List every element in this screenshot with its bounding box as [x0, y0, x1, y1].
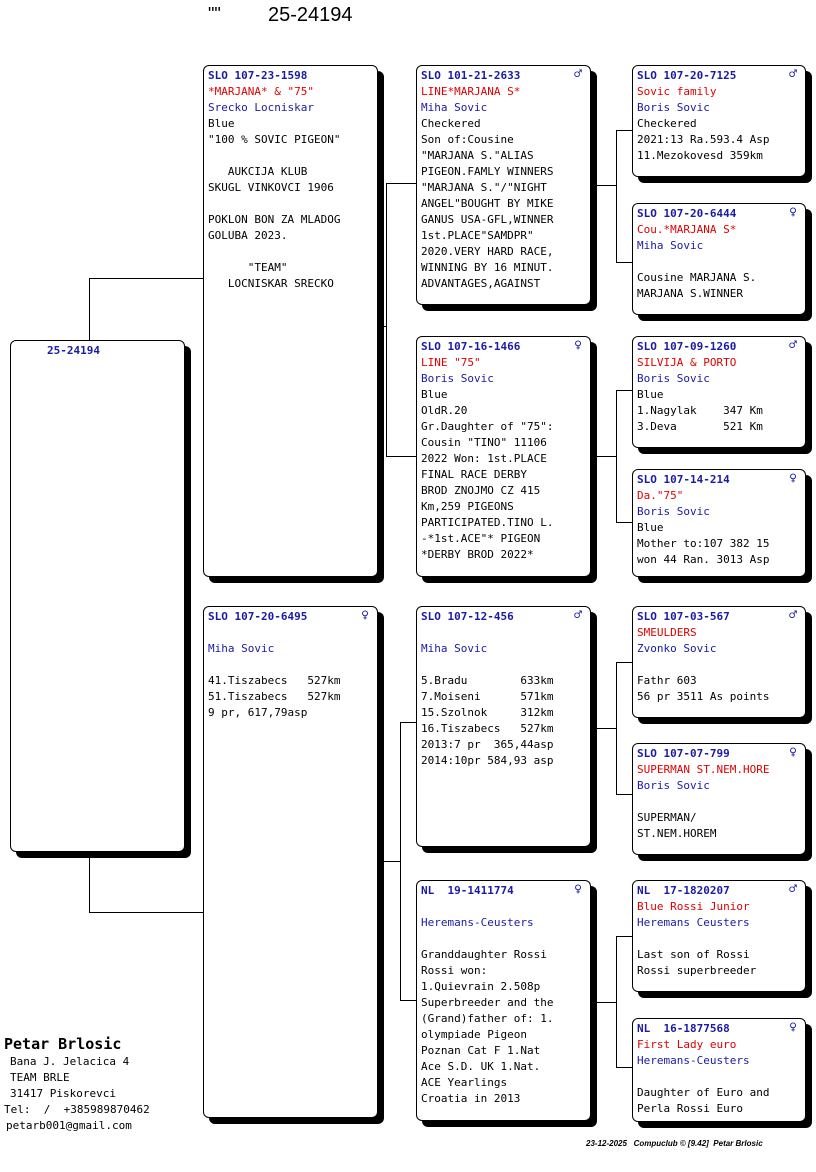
female-symbol-icon: ♀: [789, 1020, 797, 1035]
card-text-line: SILVIJA & PORTO: [637, 356, 737, 369]
card-text-line: 2013:7 pr 365,44asp: [421, 738, 554, 751]
card-text-line: [637, 1069, 802, 1085]
sire-dam-card: [416, 336, 591, 577]
card-text-line: Blue: [421, 388, 448, 401]
dam-sire-sire-card: [632, 606, 806, 718]
card-text-line: Rossi superbreeder: [637, 964, 757, 977]
connector: [590, 185, 616, 186]
male-symbol-icon: ♂: [574, 608, 582, 623]
connector: [616, 390, 617, 523]
ring-number: SLO 107-20-7125: [637, 69, 737, 82]
connector: [386, 456, 417, 457]
dam-dam-sire-card: [632, 880, 806, 992]
connector: [616, 662, 617, 795]
card-text-line: Srecko Locniskar: [208, 101, 314, 114]
card-text-line: SUPERMAN/: [637, 811, 697, 824]
owner-info: [4, 1034, 150, 1134]
connector: [89, 851, 90, 913]
header-ring-number: 25-24194: [268, 4, 353, 26]
card-text-line: ADVANTAGES,AGAINST: [421, 277, 541, 290]
owner-name: Petar Brlosic: [4, 1035, 122, 1053]
card-text-line: Km,259 PIGEONS: [421, 500, 514, 513]
ring-number: NL 16-1877568: [637, 1022, 730, 1035]
dam-dam-card: [416, 880, 591, 1121]
male-symbol-icon: ♂: [574, 67, 582, 82]
card-text-line: LOCNISKAR SRECKO: [208, 277, 334, 290]
connector: [89, 278, 90, 340]
owner-city: 31417 Piskorevci: [10, 1087, 116, 1100]
female-symbol-icon: ♀: [574, 338, 582, 353]
dam-dam-dam-card: [632, 1018, 806, 1122]
female-symbol-icon: ♀: [574, 882, 582, 897]
card-text-line: First Lady euro: [637, 1038, 737, 1051]
connector: [616, 130, 633, 131]
card-text-line: -*1st.ACE"* PIGEON: [421, 532, 541, 545]
card-text-line: [208, 244, 374, 260]
card-text-line: Blue: [637, 521, 664, 534]
card-text-line: Poznan Cat F 1.Nat: [421, 1044, 541, 1057]
card-text-line: OldR.20: [421, 404, 468, 417]
card-text-line: 9 pr, 617,79asp: [208, 706, 308, 719]
card-text-line: SUPERMAN ST.NEM.HORE: [637, 763, 770, 776]
footer-date: 23-12-2025: [586, 1139, 627, 1148]
card-text-line: [637, 254, 802, 270]
connector: [616, 662, 633, 663]
female-symbol-icon: ♀: [789, 205, 797, 220]
connector: [616, 1067, 633, 1068]
card-text-line: WINNING BY 16 MINUT.: [421, 261, 554, 274]
card-text-line: "TEAM": [208, 261, 288, 274]
card-text-line: POKLON BON ZA MLADOG: [208, 213, 341, 226]
card-text-line: Blue: [637, 388, 664, 401]
ring-number: SLO 107-03-567: [637, 610, 730, 623]
connector: [89, 278, 204, 279]
card-text-line: Boris Sovic: [637, 372, 710, 385]
card-text-line: Blue: [208, 117, 235, 130]
connector: [616, 130, 617, 263]
card-text-line: Heremans-Ceusters: [637, 1054, 750, 1067]
card-text-line: 3.Deva 521 Km: [637, 420, 763, 433]
card-text-line: 1st.PLACE"SAMDPR": [421, 229, 534, 242]
card-text-line: 16.Tiszabecs 527km: [421, 722, 554, 735]
male-symbol-icon: ♂: [789, 67, 797, 82]
card-text-line: 5.Bradu 633km: [421, 674, 554, 687]
ring-number: SLO 107-07-799: [637, 747, 730, 760]
ring-number: NL 19-1411774: [421, 884, 514, 897]
card-text-line: Mother to:107 382 15: [637, 537, 770, 550]
card-text-line: 1.Nagylak 347 Km: [637, 404, 763, 417]
connector: [400, 722, 401, 1000]
card-text-line: PIGEON.FAMLY WINNERS: [421, 165, 554, 178]
card-text-line: Superbreeder and the: [421, 996, 554, 1009]
card-text-line: AUKCIJA KLUB: [208, 165, 308, 178]
card-text-line: LINE "75": [421, 356, 481, 369]
connector: [616, 936, 633, 937]
sire-dam-sire-card: [632, 336, 806, 448]
female-symbol-icon: ♀: [789, 745, 797, 760]
card-text-line: "100 % SOVIC PIGEON": [208, 133, 341, 146]
ring-number: SLO 107-09-1260: [637, 340, 737, 353]
card-text-line: LINE*MARJANA S*: [421, 85, 521, 98]
card-text-line: Croatia in 2013: [421, 1092, 521, 1105]
card-text-line: [421, 931, 587, 947]
card-text-line: ANGEL"BOUGHT BY MIKE: [421, 197, 554, 210]
card-text-line: PARTICIPATED.TINO L.: [421, 516, 554, 529]
connector: [400, 722, 417, 723]
owner-phone: Tel: / +385989870462: [4, 1103, 150, 1116]
card-text-line: [208, 196, 374, 212]
card-text-line: SKUGL VINKOVCI 1906: [208, 181, 334, 194]
card-text-line: Granddaughter Rossi: [421, 948, 547, 961]
connector: [377, 861, 400, 862]
card-text-line: 2021:13 Ra.593.4 Asp: [637, 133, 770, 146]
connector: [616, 936, 617, 1068]
card-text-line: 2020.VERY HARD RACE,: [421, 245, 554, 258]
card-text-line: 2014:10pr 584,93 asp: [421, 754, 554, 767]
card-text-line: [637, 931, 802, 947]
card-text-line: Miha Sovic: [421, 101, 488, 114]
ring-number: SLO 107-20-6444: [637, 207, 737, 220]
card-text-line: [208, 657, 374, 673]
card-text-line: 15.Szolnok 312km: [421, 706, 554, 719]
connector: [400, 1000, 417, 1001]
card-text-line: GOLUBA 2023.: [208, 229, 288, 242]
card-text-line: (Grand)father of: 1.: [421, 1012, 554, 1025]
card-text-line: Heremans-Ceusters: [421, 916, 534, 929]
connector: [386, 183, 387, 456]
card-text-line: 56 pr 3511 As points: [637, 690, 770, 703]
card-text-line: Miha Sovic: [421, 642, 488, 655]
card-text-line: Last son of Rossi: [637, 948, 750, 961]
card-text-line: Zvonko Sovic: [637, 642, 717, 655]
ring-number: SLO 107-14-214: [637, 473, 730, 486]
card-text-line: Ace S.D. UK 1.Nat.: [421, 1060, 541, 1073]
card-text-line: Perla Rossi Euro: [637, 1102, 743, 1115]
footer: [586, 1139, 763, 1148]
male-symbol-icon: ♂: [789, 338, 797, 353]
card-text-line: Fathr 603: [637, 674, 697, 687]
owner-address: Bana J. Jelacica 4: [10, 1055, 130, 1068]
female-symbol-icon: ♀: [361, 608, 369, 623]
card-text-line: [637, 657, 802, 673]
connector: [590, 728, 616, 729]
card-text-line: won 44 Ran. 3013 Asp: [637, 553, 770, 566]
card-text-line: 1.Quievrain 2.508p: [421, 980, 541, 993]
card-text-line: Gr.Daughter of "75":: [421, 420, 554, 433]
card-text-line: Blue Rossi Junior: [637, 900, 750, 913]
card-text-line: 7.Moiseni 571km: [421, 690, 554, 703]
sire-sire-dam-card: [632, 203, 806, 315]
card-text-line: Boris Sovic: [637, 779, 710, 792]
card-text-line: 41.Tiszabecs 527km: [208, 674, 341, 687]
card-text-line: Rossi won:: [421, 964, 488, 977]
card-text-line: Checkered: [637, 117, 697, 130]
connector: [386, 183, 417, 184]
sire-card: [203, 65, 378, 577]
card-text-line: MARJANA S.WINNER: [637, 287, 743, 300]
card-text-line: Son of:Cousine: [421, 133, 514, 146]
card-text-line: Cou.*MARJANA S*: [637, 223, 737, 236]
sire-dam-dam-card: [632, 469, 806, 577]
card-text-line: GANUS USA-GFL,WINNER: [421, 213, 554, 226]
card-text-line: [421, 625, 587, 641]
owner-team: TEAM BRLE: [10, 1071, 70, 1084]
card-text-line: Boris Sovic: [637, 101, 710, 114]
card-text-line: "MARJANA S."/"NIGHT: [421, 181, 547, 194]
card-text-line: Boris Sovic: [421, 372, 494, 385]
ring-number: SLO 107-23-1598: [208, 69, 308, 82]
ring-number: SLO 107-16-1466: [421, 340, 521, 353]
ring-number: SLO 107-12-456: [421, 610, 514, 623]
dam-sire-card: [416, 606, 591, 847]
footer-software: Compuclub © [9.42]: [633, 1139, 709, 1148]
connector: [377, 326, 386, 327]
male-symbol-icon: ♂: [789, 882, 797, 897]
card-text-line: [421, 899, 587, 915]
header-quotes: "": [208, 4, 221, 24]
card-text-line: Sovic family: [637, 85, 717, 98]
connector: [616, 262, 633, 263]
subject-pigeon-card: [10, 340, 185, 852]
card-text-line: FINAL RACE DERBY: [421, 468, 527, 481]
card-text-line: Heremans Ceusters: [637, 916, 750, 929]
subject-ring-number: 25-24194: [47, 344, 100, 357]
connector: [590, 1002, 616, 1003]
card-text-line: Daughter of Euro and: [637, 1086, 770, 1099]
card-text-line: Cousine MARJANA S.: [637, 271, 757, 284]
connector: [616, 390, 633, 391]
card-text-line: ST.NEM.HOREM: [637, 827, 717, 840]
card-text-line: Da."75": [637, 489, 684, 502]
card-text-line: [421, 657, 587, 673]
ring-number: NL 17-1820207: [637, 884, 730, 897]
ring-number: SLO 107-20-6495: [208, 610, 308, 623]
dam-sire-dam-card: [632, 743, 806, 855]
female-symbol-icon: ♀: [789, 471, 797, 486]
card-text-line: SMEULDERS: [637, 626, 697, 639]
card-text-line: olympiade Pigeon: [421, 1028, 527, 1041]
connector: [590, 456, 616, 457]
sire-sire-sire-card: [632, 65, 806, 177]
card-text-line: "MARJANA S."ALIAS: [421, 149, 534, 162]
ring-number: SLO 101-21-2633: [421, 69, 521, 82]
sire-sire-card: [416, 65, 591, 305]
card-text-line: [637, 794, 802, 810]
card-text-line: BROD ZNOJMO CZ 415: [421, 484, 541, 497]
owner-email: petarb001@gmail.com: [6, 1119, 132, 1132]
card-text-line: Cousin "TINO" 11106: [421, 436, 547, 449]
card-text-line: [208, 625, 374, 641]
card-text-line: [208, 148, 374, 164]
card-text-line: *DERBY BROD 2022*: [421, 548, 534, 561]
dam-card: [203, 606, 378, 1118]
card-text-line: ACE Yearlings: [421, 1076, 508, 1089]
footer-author: Petar Brlosic: [713, 1139, 763, 1148]
card-text-line: Checkered: [421, 117, 481, 130]
connector: [89, 912, 204, 913]
card-text-line: 2022 Won: 1st.PLACE: [421, 452, 547, 465]
connector: [616, 794, 633, 795]
male-symbol-icon: ♂: [789, 608, 797, 623]
card-text-line: Miha Sovic: [208, 642, 275, 655]
card-text-line: Miha Sovic: [637, 239, 704, 252]
card-text-line: Boris Sovic: [637, 505, 710, 518]
card-text-line: 11.Mezokovesd 359km: [637, 149, 763, 162]
card-text-line: 51.Tiszabecs 527km: [208, 690, 341, 703]
card-text-line: *MARJANA* & "75": [208, 85, 314, 98]
connector: [616, 522, 633, 523]
